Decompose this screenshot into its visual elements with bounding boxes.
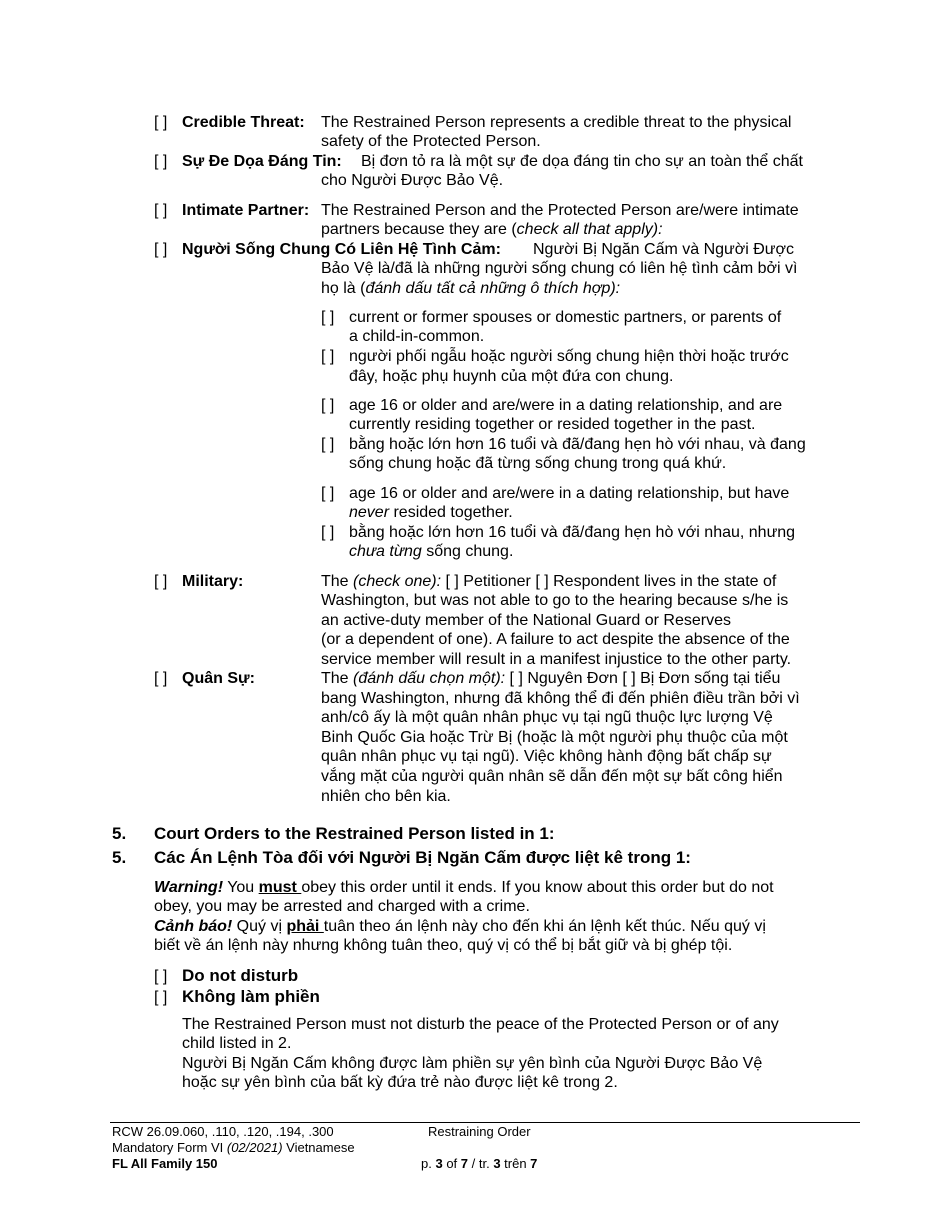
- dating-never-text: age 16 or older and are/were in a dating relationship, but have: [349, 485, 790, 502]
- section-title-vi: Các Án Lệnh Tòa đối với Người Bị Ngăn Cấm được liệt kê trong 1:: [154, 848, 691, 867]
- do-not-disturb-vi-label: Không làm phiền: [182, 987, 320, 1006]
- spouses-checkbox[interactable]: [ ]: [321, 309, 335, 326]
- intimate-partner-label: Intimate Partner:: [182, 202, 310, 219]
- military-vi-text: bang Washington, nhưng đã không thể đi đến phiên điều trần bởi vì: [321, 690, 800, 707]
- footer-rcw: RCW 26.09.060, .110, .120, .194, .300: [112, 1124, 334, 1139]
- intimate-partner-vi-label: Người Sống Chung Có Liên Hệ Tình Cảm:: [182, 241, 501, 258]
- dating-together-text: age 16 or older and are/were in a dating relationship, and are: [349, 397, 783, 414]
- credible-threat-vi-label: Sự Đe Dọa Đáng Tin:: [182, 153, 342, 170]
- intimate-partner-vi-checkbox[interactable]: [ ]: [154, 241, 168, 258]
- dating-never-checkbox[interactable]: [ ]: [321, 485, 335, 502]
- military-vi-checkbox[interactable]: [ ]: [154, 670, 168, 687]
- do-not-disturb-vi-text: hoặc sự yên bình của bất kỳ đứa trẻ nào được liệt kê trong 2.: [182, 1074, 618, 1091]
- footer-divider: [110, 1122, 860, 1123]
- military-checkbox[interactable]: [ ]: [154, 573, 168, 590]
- intimate-partner-checkbox[interactable]: [ ]: [154, 202, 168, 219]
- dating-together-vi-text: sống chung hoặc đã từng sống chung trong quá khứ.: [349, 455, 727, 472]
- military-vi-text: quân nhân phục vụ tại ngũ). Việc không hành động bất chấp sự: [321, 748, 772, 765]
- intimate-partner-vi-text: Người Bị Ngăn Cấm và Người Được: [533, 241, 795, 258]
- military-text: Washington, but was not able to go to the hearing because s/he is: [321, 592, 789, 609]
- credible-threat-vi-checkbox[interactable]: [ ]: [154, 153, 168, 170]
- military-text: (or a dependent of one). A failure to act despite the absence of the: [321, 631, 790, 648]
- credible-threat-text: safety of the Protected Person.: [321, 133, 541, 150]
- spouses-vi-text: người phối ngẫu hoặc người sống chung hiện thời hoặc trước: [349, 348, 789, 365]
- do-not-disturb-checkbox[interactable]: [ ]: [154, 968, 168, 985]
- dating-together-vi-text: bằng hoặc lớn hơn 16 tuổi và đã/đang hẹn hò với nhau, và đang: [349, 436, 806, 453]
- military-vi-label: Quân Sự:: [182, 670, 255, 687]
- spouses-text: current or former spouses or domestic partners, or parents of: [349, 309, 782, 326]
- intimate-partner-text: The Restrained Person and the Protected Person are/were intimate: [321, 202, 799, 219]
- military-text: The (check one): [ ] Petitioner [ ] Respondent lives in the state of: [321, 573, 777, 590]
- credible-threat-text: The Restrained Person represents a credible threat to the physical: [321, 114, 792, 131]
- spouses-text: a child-in-common.: [349, 328, 485, 345]
- military-text: an active-duty member of the National Guard or Reserves: [321, 612, 731, 629]
- footer-form-id: FL All Family 150: [112, 1156, 218, 1171]
- intimate-partner-vi-text: họ là (đánh dấu tất cả những ô thích hợp):: [321, 280, 621, 297]
- military-label: Military:: [182, 573, 244, 590]
- dating-together-vi-checkbox[interactable]: [ ]: [321, 436, 335, 453]
- footer-form: Mandatory Form VI (02/2021) Vietnamese: [112, 1140, 355, 1155]
- credible-threat-checkbox[interactable]: [ ]: [154, 114, 168, 131]
- do-not-disturb-text: child listed in 2.: [182, 1035, 292, 1052]
- section-number: 5.: [112, 824, 127, 843]
- section-number-vi: 5.: [112, 848, 127, 867]
- footer-title: Restraining Order: [428, 1124, 531, 1139]
- military-vi-text: vắng mặt của người quân nhân sẽ dẫn đến một sự bất công hiển: [321, 768, 783, 785]
- spouses-vi-checkbox[interactable]: [ ]: [321, 348, 335, 365]
- dating-together-checkbox[interactable]: [ ]: [321, 397, 335, 414]
- credible-threat-label: Credible Threat:: [182, 114, 305, 131]
- warning-text: Warning! You must obey this order until it ends. If you know about this order but do not: [154, 879, 774, 896]
- do-not-disturb-text: The Restrained Person must not disturb the peace of the Protected Person or of any: [182, 1016, 779, 1033]
- military-text: service member will result in a manifest injustice to the other party.: [321, 651, 792, 668]
- military-vi-text: Binh Quốc Gia hoặc Trừ Bị (hoặc là một người phụ thuộc của một: [321, 729, 788, 746]
- footer-page: p. 3 of 7 / tr. 3 trên 7: [421, 1156, 538, 1171]
- dating-never-vi-checkbox[interactable]: [ ]: [321, 524, 335, 541]
- do-not-disturb-vi-text: Người Bị Ngăn Cấm không được làm phiền sự yên bình của Người Được Bảo Vệ: [182, 1055, 763, 1072]
- credible-threat-vi-text: cho Người Được Bảo Vệ.: [321, 172, 504, 189]
- spouses-vi-text: đây, hoặc phụ huynh của một đứa con chung.: [349, 368, 674, 385]
- military-vi-text: anh/cô ấy là một quân nhân phục vụ tại ngũ thuộc lực lượng Vệ: [321, 709, 773, 726]
- do-not-disturb-vi-checkbox[interactable]: [ ]: [154, 989, 168, 1006]
- intimate-partner-text: partners because they are (check all that apply):: [321, 221, 663, 238]
- warning-text: obey, you may be arrested and charged with a crime.: [154, 898, 530, 915]
- credible-threat-vi-text: Bị đơn tỏ ra là một sự đe dọa đáng tin cho sự an toàn thể chất: [361, 153, 803, 170]
- section-title: Court Orders to the Restrained Person listed in 1:: [154, 824, 555, 843]
- warning-vi-text: biết về án lệnh này nhưng không tuân theo, quý vị có thể bị bắt giữ và bị ghép tội.: [154, 937, 733, 954]
- dating-never-vi-text: bằng hoặc lớn hơn 16 tuổi và đã/đang hẹn hò với nhau, nhưng: [349, 524, 796, 541]
- intimate-partner-vi-text: Bảo Vệ là/đã là những người sống chung có liên hệ tình cảm bởi vì: [321, 260, 798, 277]
- dating-together-text: currently residing together or resided together in the past.: [349, 416, 756, 433]
- dating-never-vi-text: chưa từng sống chung.: [349, 543, 514, 560]
- military-vi-text: The (đánh dấu chọn một): [ ] Nguyên Đơn [ ] Bị Đơn sống tại tiểu: [321, 670, 781, 687]
- dating-never-text: never resided together.: [349, 504, 513, 521]
- military-vi-text: nhiên cho bên kia.: [321, 788, 451, 805]
- warning-vi-text: Cảnh báo! Quý vị phải tuân theo án lệnh này cho đến khi án lệnh kết thúc. Nếu quý vị: [154, 918, 766, 935]
- do-not-disturb-label: Do not disturb: [182, 966, 299, 985]
